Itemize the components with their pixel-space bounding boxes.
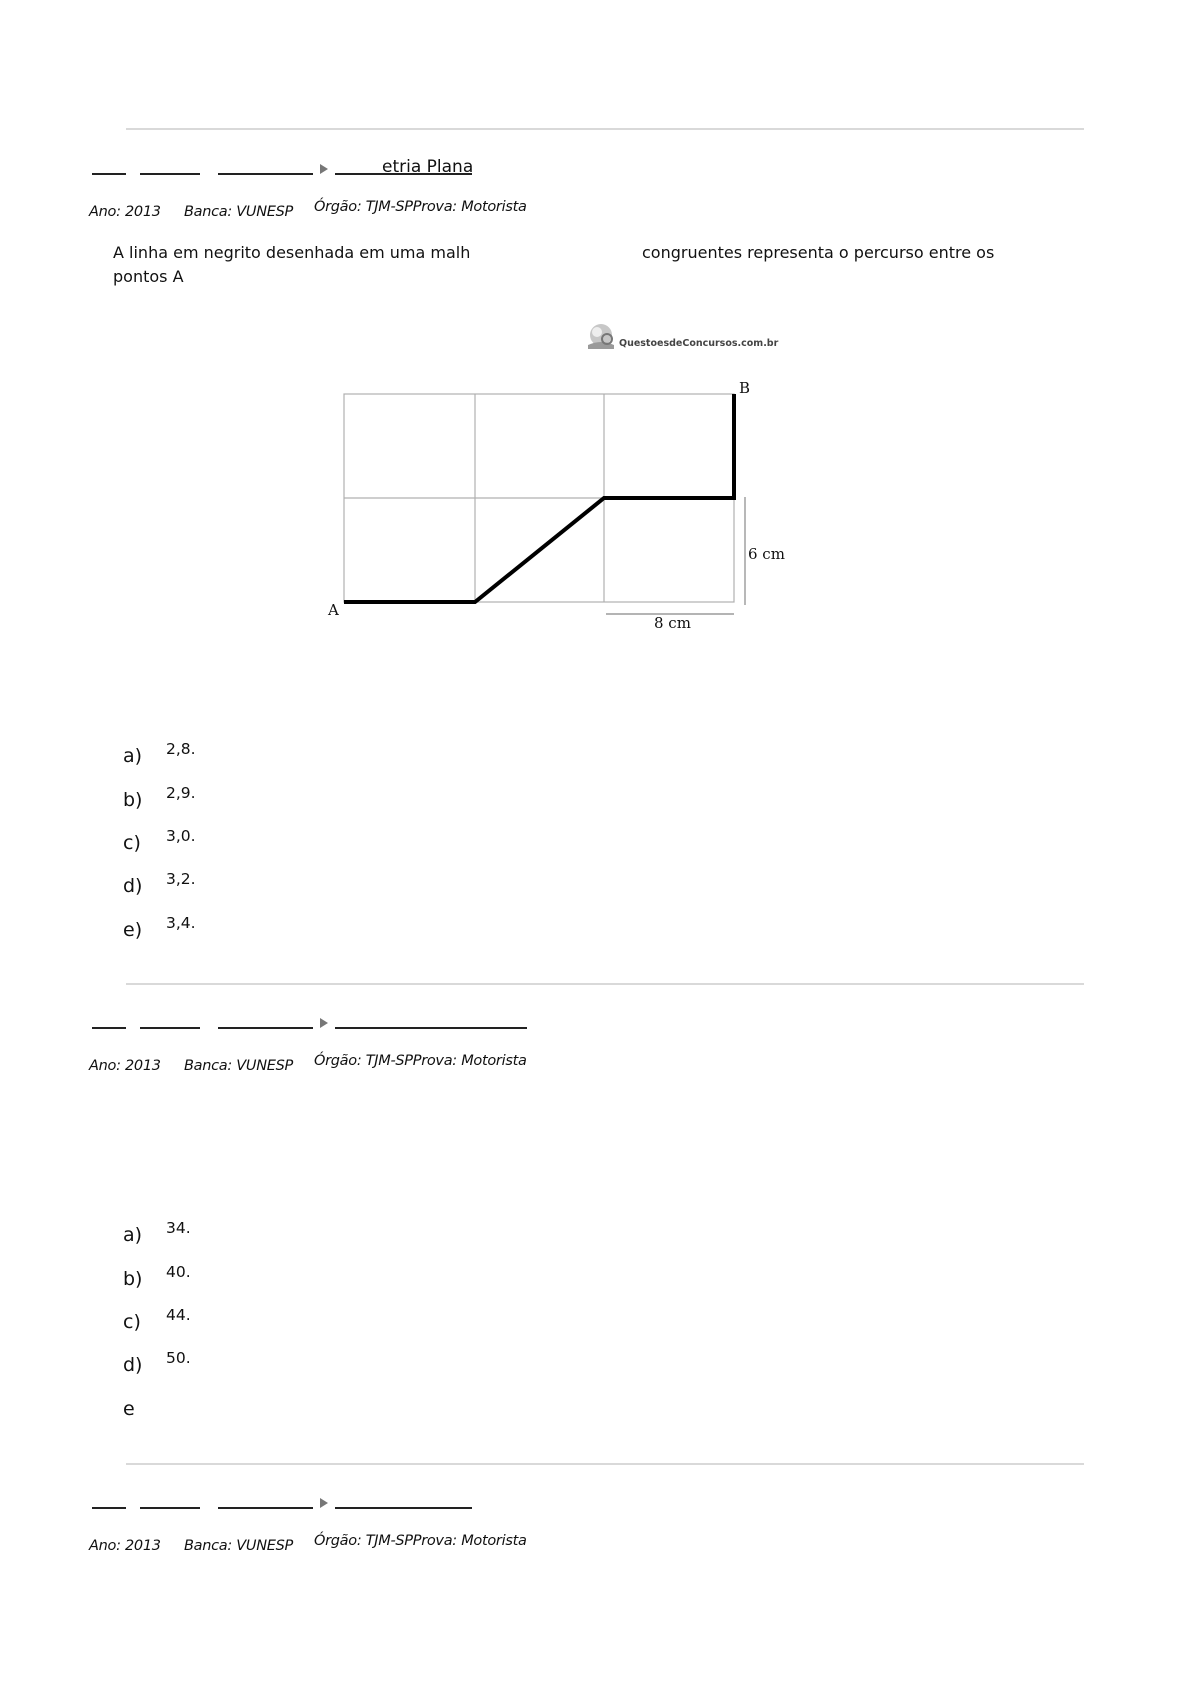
question-figure (320, 315, 800, 645)
option-letter[interactable]: b) (123, 789, 143, 811)
breadcrumb-link[interactable] (335, 1507, 472, 1509)
watermark-text: QuestoesdeConcursos.com.br (619, 338, 779, 349)
option-letter[interactable]: d) (123, 875, 143, 897)
meta-ano: Ano: 2013 (89, 1538, 161, 1554)
meta-ano: Ano: 2013 (89, 1058, 161, 1074)
option-text[interactable]: 50. (166, 1349, 191, 1367)
breadcrumb-link[interactable] (140, 1507, 200, 1509)
option-text[interactable]: 40. (166, 1263, 191, 1281)
meta-banca: Banca: VUNESP (184, 1538, 293, 1554)
breadcrumb-link[interactable] (140, 1027, 200, 1029)
breadcrumb-link[interactable] (92, 173, 126, 175)
meta-orgao: Órgão: TJM-SPProva: Motorista (314, 199, 527, 215)
label-b: B (739, 379, 751, 397)
breadcrumb-link[interactable] (218, 1507, 313, 1509)
label-a: A (328, 601, 339, 619)
breadcrumb-link[interactable] (218, 173, 313, 175)
question-text: congruentes representa o percurso entre os (642, 243, 995, 262)
breadcrumb-link[interactable] (218, 1027, 313, 1029)
watermark-logo (588, 324, 779, 349)
breadcrumb-arrow-icon (320, 1018, 328, 1028)
question-text: pontos A (113, 267, 184, 286)
section-divider (126, 1463, 1084, 1465)
breadcrumb-link[interactable] (335, 1027, 527, 1029)
option-letter[interactable]: d) (123, 1354, 143, 1376)
option-letter[interactable]: c) (123, 1311, 141, 1333)
meta-banca: Banca: VUNESP (184, 1058, 293, 1074)
breadcrumb-arrow-icon (320, 1498, 328, 1508)
breadcrumb-link[interactable] (140, 173, 200, 175)
breadcrumb-arrow-icon (320, 164, 328, 174)
meta-orgao: Órgão: TJM-SPProva: Motorista (314, 1533, 527, 1549)
section-divider (126, 128, 1084, 130)
option-text[interactable]: 3,2. (166, 870, 196, 888)
breadcrumb-topic[interactable]: etria Plana (382, 157, 474, 177)
option-text[interactable]: 34. (166, 1219, 191, 1237)
option-text[interactable]: 3,4. (166, 914, 196, 932)
section-divider (126, 983, 1084, 985)
option-letter[interactable]: e) (123, 919, 143, 941)
meta-ano: Ano: 2013 (89, 204, 161, 220)
label-8cm: 8 cm (654, 614, 691, 632)
meta-orgao: Órgão: TJM-SPProva: Motorista (314, 1053, 527, 1069)
option-text[interactable]: 2,8. (166, 740, 196, 758)
meta-banca: Banca: VUNESP (184, 204, 293, 220)
option-letter[interactable]: a) (123, 1224, 143, 1246)
breadcrumb-link[interactable] (92, 1027, 126, 1029)
option-text[interactable]: 2,9. (166, 784, 196, 802)
option-text[interactable]: 3,0. (166, 827, 196, 845)
option-letter[interactable]: b) (123, 1268, 143, 1290)
option-text[interactable]: 44. (166, 1306, 191, 1324)
option-letter[interactable]: e (123, 1398, 135, 1420)
breadcrumb-link[interactable] (92, 1507, 126, 1509)
label-6cm: 6 cm (748, 545, 785, 563)
option-letter[interactable]: c) (123, 832, 141, 854)
option-letter[interactable]: a) (123, 745, 143, 767)
question-text: A linha em negrito desenhada em uma malh (113, 243, 471, 262)
